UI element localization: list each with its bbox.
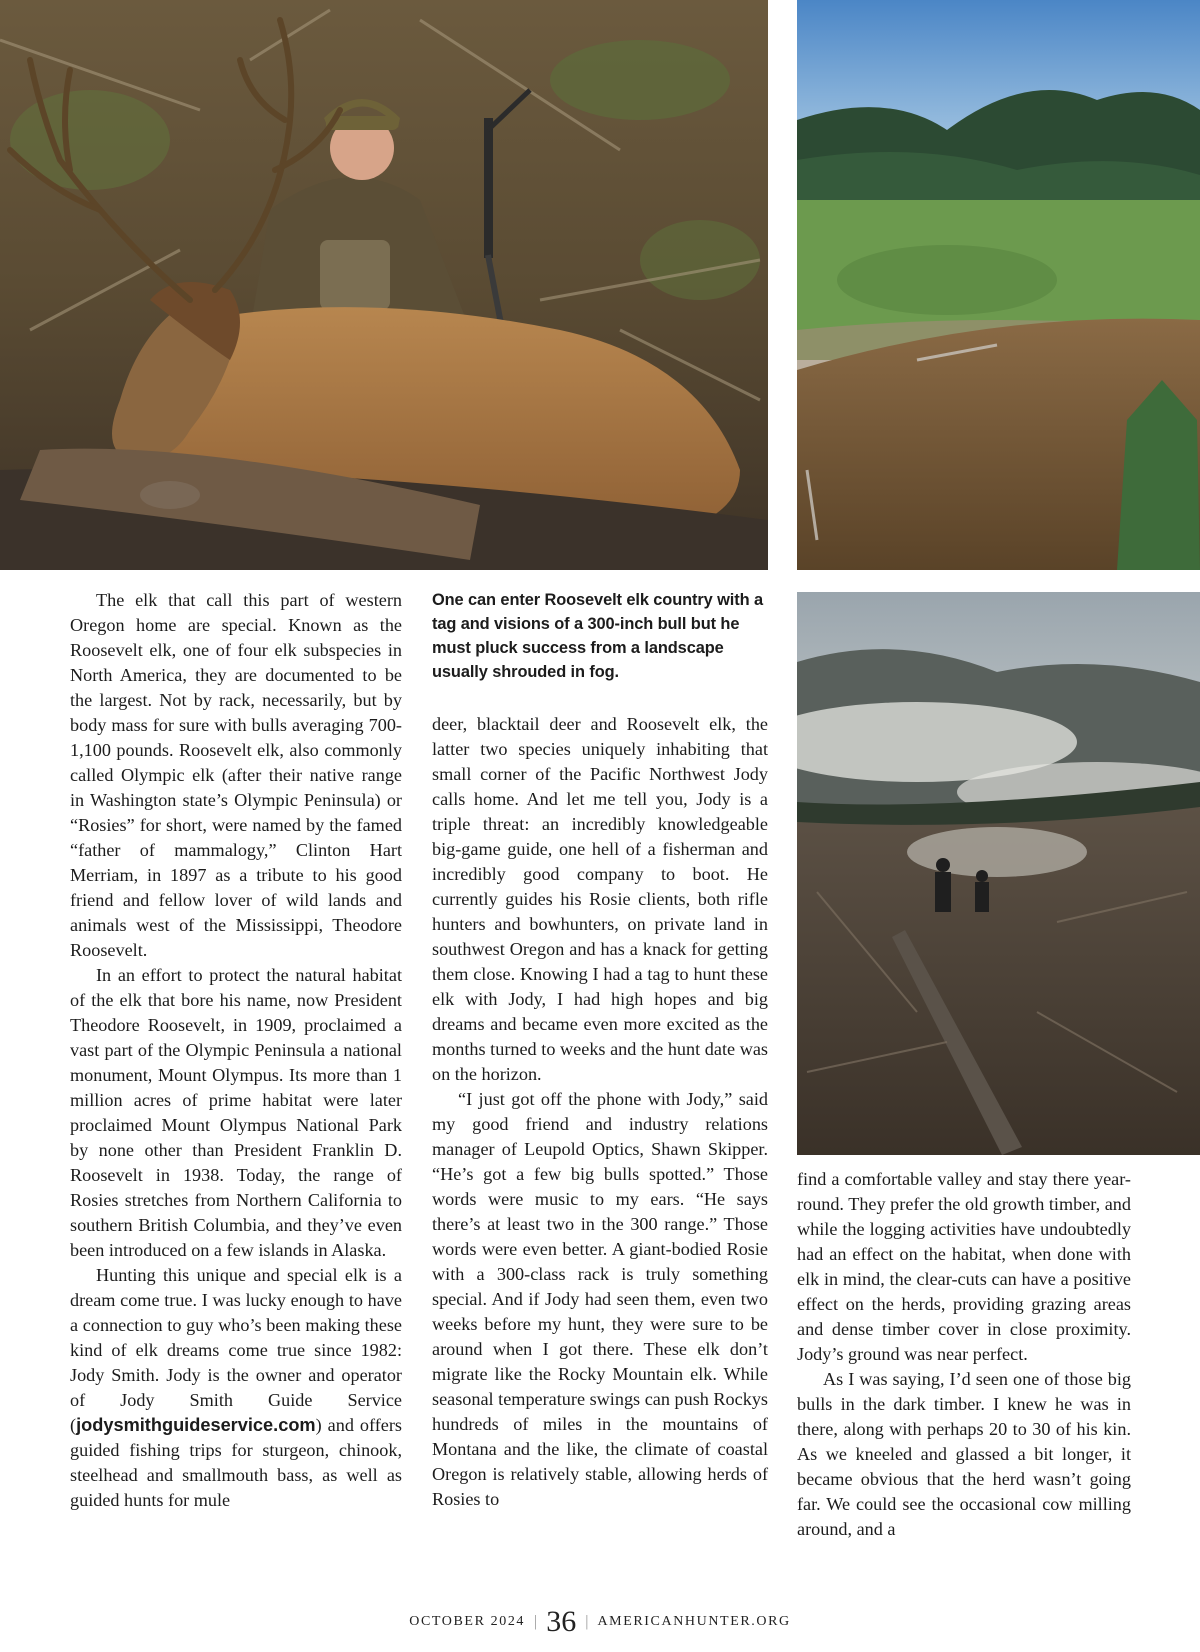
hunter-with-elk-photo <box>0 0 768 570</box>
paragraph-text: Hunting this unique and special elk is a dream come true. I was lucky enough to have a connection to guy who’s been making these kind of elk dreams come true since 1982: Jody Smith. Jody is the owner and operator of Jody Smith Guide Service ( <box>70 1265 402 1435</box>
paragraph: find a comfortable valley and stay there year-round. They prefer the old growth timber, and while the logging activities have undoubtedly had an effect on the habitat, when done with elk in mind, the clear-cuts can have a positive effect on the herds, providing grazing areas and dense timber cover in close proximity. Jody’s ground was near perfect. <box>797 1169 1131 1364</box>
article-column-3 <box>797 1167 1131 1542</box>
footer-divider: | <box>534 1613 538 1630</box>
issue-date: OCTOBER 2024 <box>409 1614 526 1629</box>
guide-service-url[interactable]: jodysmithguideservice.com <box>76 1415 316 1435</box>
page-footer <box>0 1604 1200 1640</box>
paragraph-text: ) and offers guided fishing trips for sturgeon, chinook, steelhead and smallmouth bass, as well as guided hunts for mule <box>70 1415 402 1510</box>
article-column-1 <box>70 588 402 1513</box>
page-number: 36 <box>546 1605 577 1638</box>
paragraph: The elk that call this part of western Oregon home are special. Known as the Roosevelt elk, one of four elk subspecies in North America, they are documented to be the largest. Not by rack, necessarily, but by body mass for sure with bulls averaging 700-1,100 pounds. Roosevelt elk, also commonly called Olympic elk (after their native range in Washington state’s Olympic Peninsula) or “Rosies” for short, were named by the famed “father of mammalogy,” Clinton Hart Merriam, in 1897 as a tribute to his good friend and fellow lover of wild lands and animals west of the Mississippi, Theodore Roosevelt. <box>70 590 402 960</box>
foggy-clearcut-photo <box>797 592 1200 1155</box>
paragraph: In an effort to protect the natural habitat of the elk that bore his name, now President Theodore Roosevelt, in 1909, proclaimed a vast part of the Olympic Peninsula a national monument, Mount Olympus. Its more than 1 million acres of prime habitat were later proclaimed Mount Olympus National Park by none other than President Franklin D. Roosevelt in 1938. Today, the range of Rosies stretches from Northern California to southern British Columbia, and they’ve even been introduced on a few islands in Alaska. <box>70 965 402 1260</box>
paragraph: deer, blacktail deer and Roosevelt elk, the latter two species uniquely inhabiting that small corner of the Pacific Northwest Jody calls home. And let me tell you, Jody is a triple threat: an incredibly knowledgeable big-game guide, one hell of a fisherman and incredibly good company to boot. He currently guides his Rosie clients, both rifle hunters and bowhunters, on private land in southwest Oregon and has a knack for getting them close. Knowing I had a tag to hunt these elk with Jody, I had high hopes and big dreams and became even more excited as the months turned to weeks and the hunt date was on the horizon. <box>432 714 768 1084</box>
website-link[interactable]: AMERICANHUNTER.ORG <box>597 1614 791 1629</box>
valley-landscape-photo <box>797 0 1200 570</box>
paragraph: As I was saying, I’d seen one of those big bulls in the dark timber. I knew he was in there, along with perhaps 20 to 30 of his kin. As we kneeled and glassed a bit longer, it became obvious that the herd wasn’t going far. We could see the occasional cow milling around, and a <box>797 1369 1131 1539</box>
article-column-2 <box>432 588 768 1512</box>
paragraph <box>70 1263 402 1513</box>
footer-divider: | <box>585 1613 589 1630</box>
paragraph: “I just got off the phone with Jody,” said my good friend and industry relations manager of Leupold Optics, Shawn Skipper. “He’s got a few big bulls spotted.” Those words were music to my ears. “He says there’s at least two in the 300 range.” Those words were even better. A giant-bodied Rosie with a 300-class rack is truly something special. And if Jody had seen them, even two weeks before my hunt, they were sure to be around when I got there. These elk don’t migrate like the Rocky Mountain elk. While seasonal temperature swings can push Rockys hundreds of miles in the mountains of Montana and the like, the climate of coastal Oregon is relatively stable, allowing herds of Rosies to <box>432 1089 768 1509</box>
pull-quote: One can enter Roosevelt elk country with a tag and visions of a 300-inch bull but he must pluck success from a landscape usually shrouded in fog. <box>432 591 763 681</box>
